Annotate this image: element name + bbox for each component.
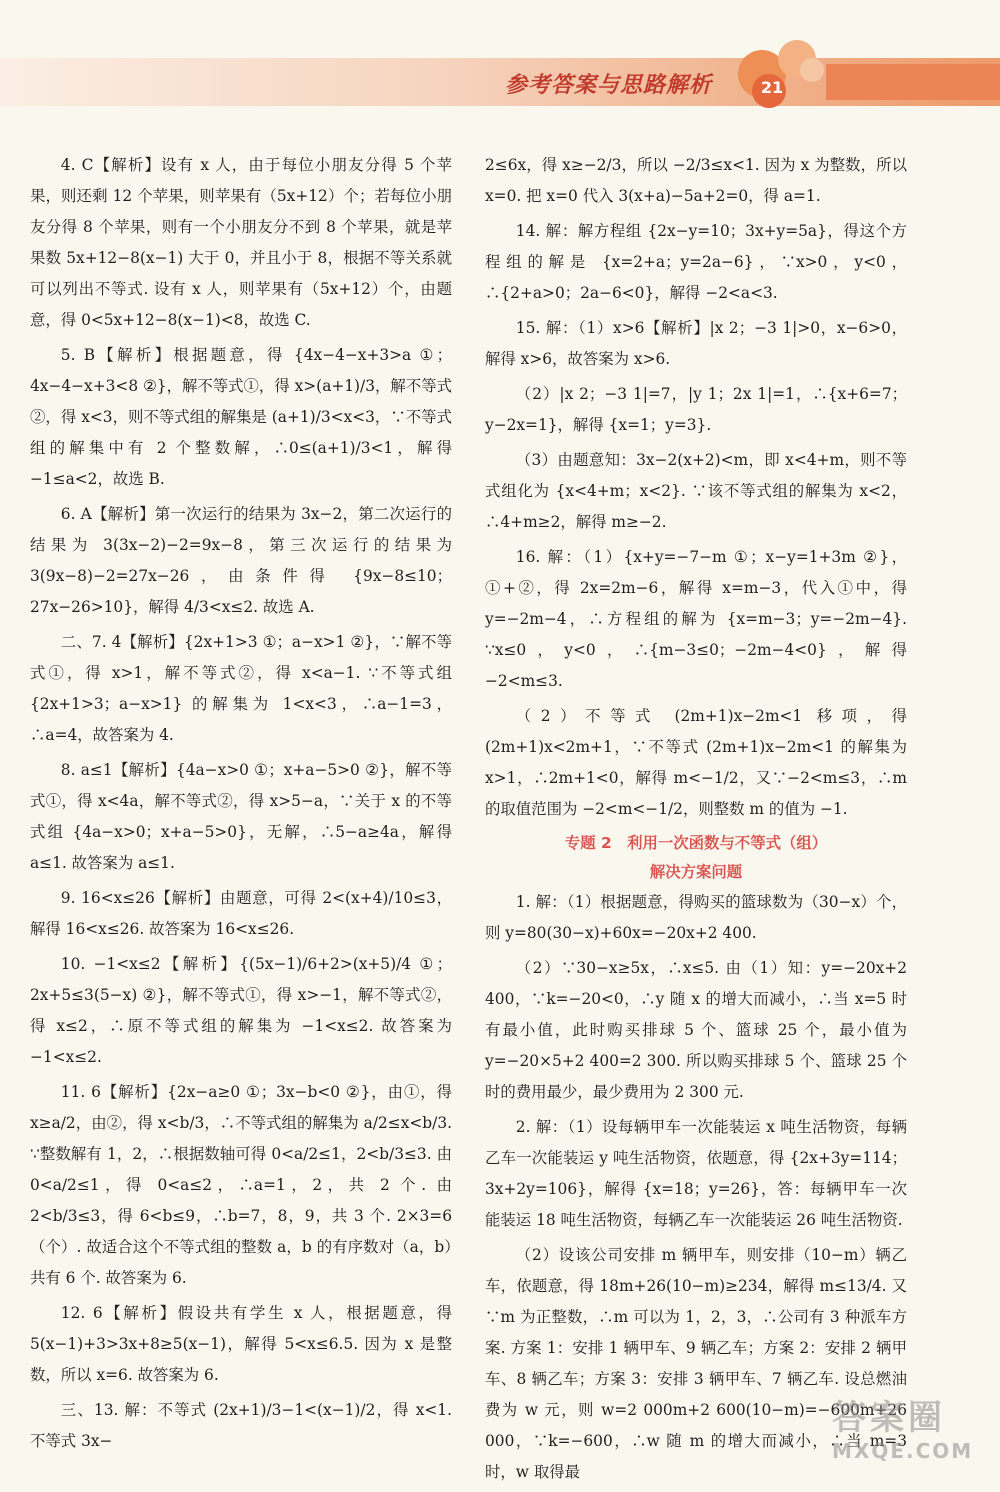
header-band-accent [826, 64, 1000, 100]
section-heading-line1: 专题 2 利用一次函数与不等式（组） [564, 834, 828, 852]
answer-10: 10. −1<x≤2【解析】{(5x−1)/6+2>(x+5)/4 ①；2x+5≤3(5−x) ②}，解不等式①，得 x>−1，解不等式②，得 x≤2，∴原不等式组的解集为 −1<x≤2. 故答案为 −1<x≤2. [30, 955, 452, 1066]
answer-11: 11. 6【解析】{2x−a≥0 ①；3x−b<0 ②}，由①，得 x≥a/2，由②，得 x<b/3，∴不等式组的解集为 a/2≤x<b/3. ∵整数解有 1，2，∴根据数轴可得 0<a/2≤1，2<b/3≤3. 由 0<a/2≤1，得 0<a≤2，∴a=1，2，共 2 个. 由 2<b/3≤3，得 6<b≤9，∴b=7，8，9，共 3 个. 2×3=6（个）. 故适合这个不等式组的整数 a，b 的有序数对（a，b）共有 6 个. 故答案为 6. [30, 1083, 452, 1287]
answer-15-1: 15. 解：（1）x>6【解析】|x 2；−3 1|>0，x−6>0，解得 x>6，故答案为 x>6. [485, 319, 907, 368]
answer-15-2: （2）|x 2；−3 1|=7，|y 1；2x 1|=1，∴{x+6=7；y−2x=1}，解得 {x=1；y=3}. [485, 385, 907, 434]
answer-4: 4. C【解析】设有 x 人，由于每位小朋友分得 5 个苹果，则还剩 12 个苹果，则苹果有（5x+12）个；若每位小朋友分得 8 个苹果，则有一个小朋友分不到 8 个苹果，就是苹果数 5x+12−8(x−1) 大于 0，并且小于 8，根据不等关系就可以列出不等式. 设有 x 人，则苹果有（5x+12）个，由题意，得 0<5x+12−8(x−1)<8，故选 C. [30, 156, 452, 329]
answer-16-1: 16. 解：（1）{x+y=−7−m ①；x−y=1+3m ②}，①+②，得 2x=2m−6，解得 x=m−3，代入①中，得 y=−2m−4，∴方程组的解为 {x=m−3；y=−2m−4}. ∵x≤0，y<0，∴{m−3≤0；−2m−4<0}，解得 −2<m≤3. [485, 548, 907, 690]
answer-14: 14. 解：解方程组 {2x−y=10；3x+y=5a}，得这个方程组的解是 {x=2+a；y=2a−6}，∵x>0，y<0，∴{2+a>0；2a−6<0}，解得 −2<a<3. [485, 222, 907, 302]
answer-13: 三、13. 解：不等式 (2x+1)/3−1<(x−1)/2，得 x<1. 不等式 3x− [30, 1401, 452, 1450]
right-column [485, 150, 907, 1492]
page-header-title: 参考答案与思路解析 [505, 73, 713, 98]
answer-16-2: （2）不等式 (2m+1)x−2m<1 移项，得 (2m+1)x<2m+1，∵不等式 (2m+1)x−2m<1 的解集为 x>1，∴2m+1<0，解得 m<−1/2，又∵−2<m≤3，∴m 的取值范围为 −2<m<−1/2，则整数 m 的值为 −1. [485, 707, 907, 818]
answer-15-3: （3）由题意知：3x−2(x+2)<m，即 x<4+m，则不等式组化为 {x<4+m；x<2}. ∵该不等式组的解集为 x<2，∴4+m≥2，解得 m≥−2. [485, 451, 907, 531]
answer-8: 8. a≤1【解析】{4a−x>0 ①；x+a−5>0 ②}，解不等式①，得 x<4a，解不等式②，得 x>5−a，∵关于 x 的不等式组 {4a−x>0；x+a−5>0}，无解，∴5−a≥4a，解得 a≤1. 故答案为 a≤1. [30, 761, 452, 872]
solution-2-1: 2. 解：（1）设每辆甲车一次能装运 x 吨生活物资，每辆乙车一次能装运 y 吨生活物资，依题意，得 {2x+3y=114；3x+2y=106}，解得 {x=18；y=26}，答：每辆甲车一次能装运 18 吨生活物资，每辆乙车一次能装运 26 吨生活物资. [485, 1118, 907, 1229]
watermark-logo-text: 答案圈 [832, 1398, 946, 1438]
section-heading [485, 829, 907, 887]
left-column [30, 150, 452, 1461]
answer-13-cont: 2≤6x，得 x≥−2/3，所以 −2/3≤x<1. 因为 x 为整数，所以 x=0. 把 x=0 代入 3(x+a)−5a+2=0，得 a=1. [485, 156, 907, 205]
section-heading-line2: 解决方案问题 [649, 863, 743, 881]
solution-1-1: 1. 解：（1）根据题意，得购买的篮球数为（30−x）个，则 y=80(30−x)+60x=−20x+2 400. [485, 893, 907, 942]
answer-6: 6. A【解析】第一次运行的结果为 3x−2，第二次运行的结果为 3(3x−2)−2=9x−8，第三次运行的结果为 3(9x−8)−2=27x−26，由条件得 {9x−8≤10；27x−26>10}，解得 4/3<x≤2. 故选 A. [30, 505, 452, 616]
watermark-url: MXQE.COM [832, 1439, 974, 1463]
answer-9: 9. 16<x≤26【解析】由题意，可得 2<(x+4)/10≤3，解得 16<x≤26. 故答案为 16<x≤26. [30, 889, 452, 938]
answer-5: 5. B【解析】根据题意，得 {4x−4−x+3>a ①；4x−4−x+3<8 ②}，解不等式①，得 x>(a+1)/3，解不等式②，得 x<3，则不等式组的解集是 (a+1)/3<x<3，∵不等式组的解集中有 2 个整数解，∴0≤(a+1)/3<1，解得 −1≤a<2，故选 B. [30, 346, 452, 488]
solution-2-2: （2）设该公司安排 m 辆甲车，则安排（10−m）辆乙车，依题意，得 18m+26(10−m)≥234，解得 m≤13/4. 又∵m 为正整数，∴m 可以为 1，2，3，∴公司有 3 种派车方案. 方案 1：安排 1 辆甲车、9 辆乙车；方案 2：安排 2 辆甲车、8 辆乙车；方案 3：安排 3 辆甲车、7 辆乙车. 设总燃油费为 w 元，则 w=2 000m+2 600(10−m)=−600m+26 000，∵k=−600，∴w 随 m 的增大而减小，∴当 m=3 时，w 取得最 [485, 1246, 907, 1481]
solution-1-2: （2）∵30−x≥5x，∴x≤5. 由（1）知：y=−20x+2 400，∵k=−20<0，∴y 随 x 的增大而减小，∴当 x=5 时有最小值，此时购买排球 5 个、篮球 25 个，最小值为 y=−20×5+2 400=2 300. 所以购买排球 5 个、篮球 25 个时的费用最少，最少费用为 2 300 元. [485, 959, 907, 1101]
watermark [832, 1390, 992, 1475]
page-number: 21 [760, 78, 784, 97]
answer-7: 二、7. 4【解析】{2x+1>3 ①；a−x>1 ②}，∵解不等式①，得 x>1，解不等式②，得 x<a−1. ∵不等式组 {2x+1>3；a−x>1} 的解集为 1<x<3，∴a−1=3，∴a=4，故答案为 4. [30, 633, 452, 744]
answer-12: 12. 6【解析】假设共有学生 x 人，根据题意，得 5(x−1)+3>3x+8≥5(x−1)，解得 5<x≤6.5. 因为 x 是整数，所以 x=6. 故答案为 6. [30, 1304, 452, 1384]
